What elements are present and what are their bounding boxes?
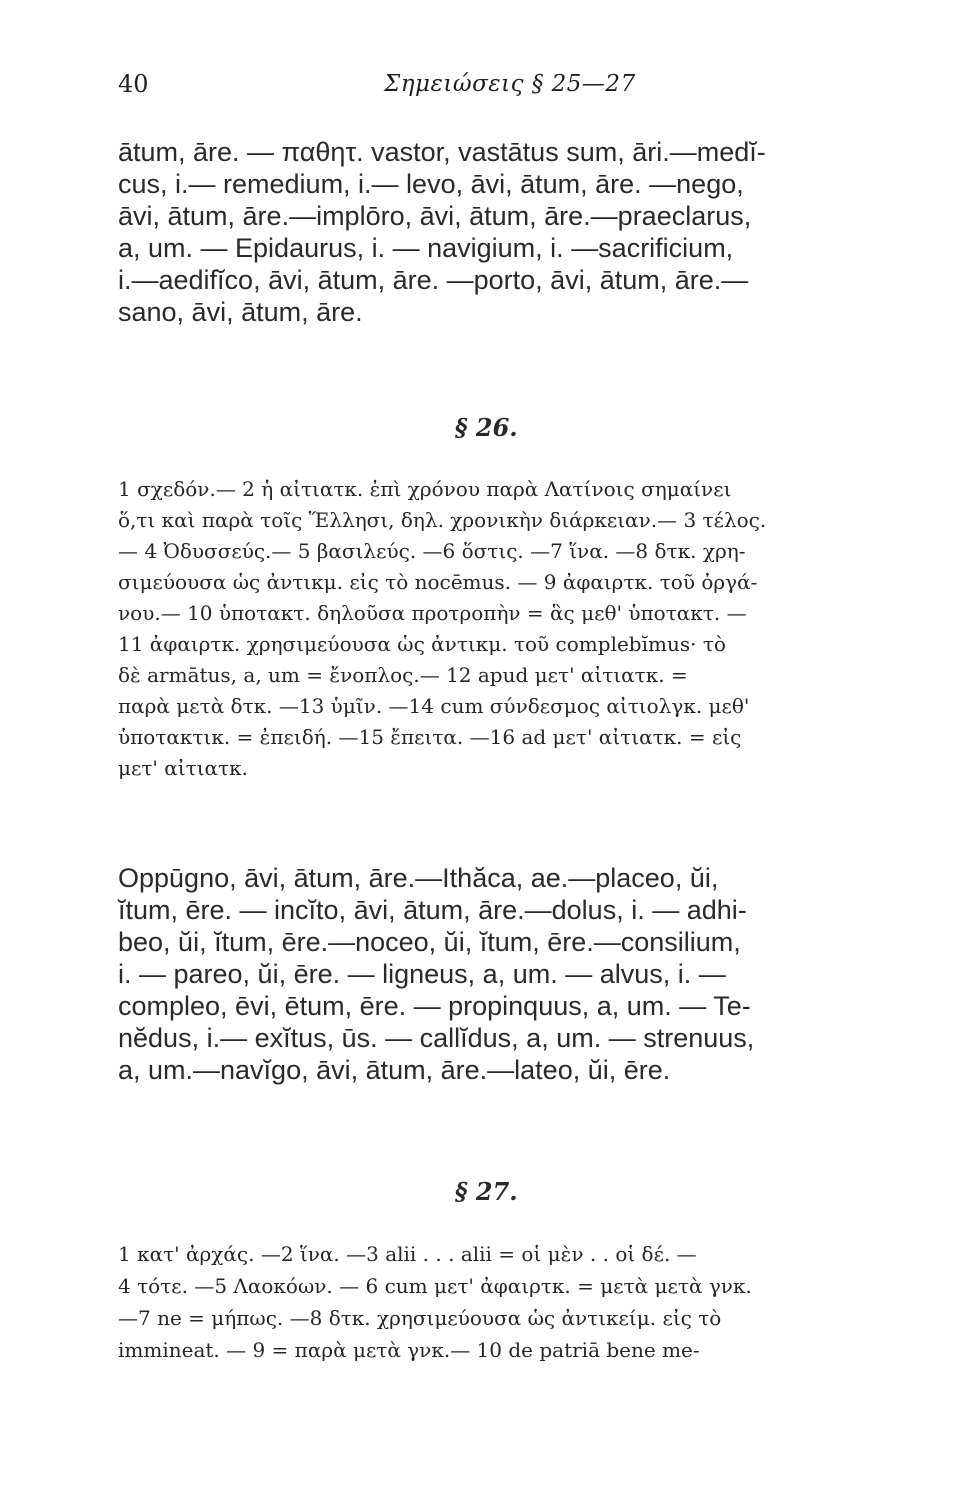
note-line: — 4 Ὀδυσσεύς.— 5 βασιλεύς. —6 ὅστις. —7 ἵνα. —8 δτκ. χρη-	[118, 539, 746, 563]
text-line: ĭtum, ēre. — incĭto, āvi, ātum, āre.—dolus, i. — adhi-	[118, 895, 747, 925]
section-heading-27: § 27.	[455, 1177, 518, 1206]
vocabulary-list-section-25	[118, 136, 926, 328]
note-line: immineat. — 9 = παρὰ μετὰ γνκ.— 10 de patriā bene me-	[118, 1338, 700, 1362]
text-line: i. — pareo, ŭi, ēre. — ligneus, a, um. — alvus, i. —	[118, 959, 726, 989]
note-line: 1 σχεδόν.— 2 ἡ αἰτιατκ. ἐπὶ χρόνου παρὰ Λατίνοις σημαίνει	[118, 477, 732, 501]
text-line: cus, i.— remedium, i.— levo, āvi, ātum, āre. —nego,	[118, 169, 744, 199]
text-line: āvi, ātum, āre.—implōro, āvi, ātum, āre.—praeclarus,	[118, 201, 752, 231]
page-header	[118, 66, 918, 106]
notes-section-26	[118, 474, 926, 784]
note-line: ὑποτακτικ. = ἐπειδή. —15 ἔπειτα. —16 ad μετ' αἰτιατκ. = εἰς	[118, 725, 742, 749]
note-line: νου.— 10 ὑποτακτ. δηλοῦσα προτροπὴν = ἃς μεθ' ὑποτακτ. —	[118, 601, 747, 625]
vocabulary-list-section-26	[118, 862, 926, 1086]
running-title: Σημειώσεις § 25—27	[384, 71, 636, 97]
text-line: ātum, āre. — παθητ. vastor, vastātus sum, āri.—medĭ-	[118, 137, 766, 167]
text-line: Oppūgno, āvi, ātum, āre.—Ithăca, ae.—placeo, ŭi,	[118, 863, 719, 893]
note-line: μετ' αἰτιατκ.	[118, 756, 248, 780]
text-line: a, um.—navĭgo, āvi, ātum, āre.—lateo, ŭi, ēre.	[118, 1055, 671, 1085]
note-line: 1 κατ' ἀρχάς. —2 ἵνα. —3 alii . . . alii = οἱ μὲν . . οἱ δέ. —	[118, 1242, 697, 1266]
note-line: σιμεύουσα ὡς ἀντικμ. εἰς τὸ nocēmus. — 9 ἀφαιρτκ. τοῦ ὀργά-	[118, 570, 758, 594]
text-line: compleo, ēvi, ētum, ēre. — propinquus, a, um. — Te-	[118, 991, 751, 1021]
section-heading-26: § 26.	[455, 413, 518, 442]
text-line: sano, āvi, ātum, āre.	[118, 297, 363, 327]
note-line: —7 ne = μήπως. —8 δτκ. χρησιμεύουσα ὡς ἀντικείμ. εἰς τὸ	[118, 1306, 722, 1330]
text-line: beo, ŭi, ĭtum, ēre.—noceo, ŭi, ĭtum, ēre.—consilium,	[118, 927, 741, 957]
text-line: i.—aedifĭco, āvi, ātum, āre. —porto, āvi, ātum, āre.—	[118, 265, 749, 295]
page-number: 40	[118, 70, 149, 98]
notes-section-27	[118, 1238, 926, 1366]
note-line: δὲ armātus, a, um = ἔνοπλος.— 12 apud μετ' αἰτιατκ. =	[118, 663, 688, 687]
note-line: ὅ,τι καὶ παρὰ τοῖς Ἕλλησι, δηλ. χρονικὴν διάρκειαν.— 3 τέλος.	[118, 508, 767, 532]
text-line: nĕdus, i.— exĭtus, ūs. — callĭdus, a, um. — strenuus,	[118, 1023, 755, 1053]
text-line: a, um. — Epidaurus, i. — navigium, i. —sacrificium,	[118, 233, 734, 263]
note-line: 11 ἀφαιρτκ. χρησιμεύουσα ὡς ἀντικμ. τοῦ complebĭmus· τὸ	[118, 632, 726, 656]
note-line: παρὰ μετὰ δτκ. —13 ὑμῖν. —14 cum σύνδεσμος αἰτιολγκ. μεθ'	[118, 694, 750, 718]
note-line: 4 τότε. —5 Λαοκόων. — 6 cum μετ' ἀφαιρτκ. = μετὰ μετὰ γνκ.	[118, 1274, 752, 1298]
